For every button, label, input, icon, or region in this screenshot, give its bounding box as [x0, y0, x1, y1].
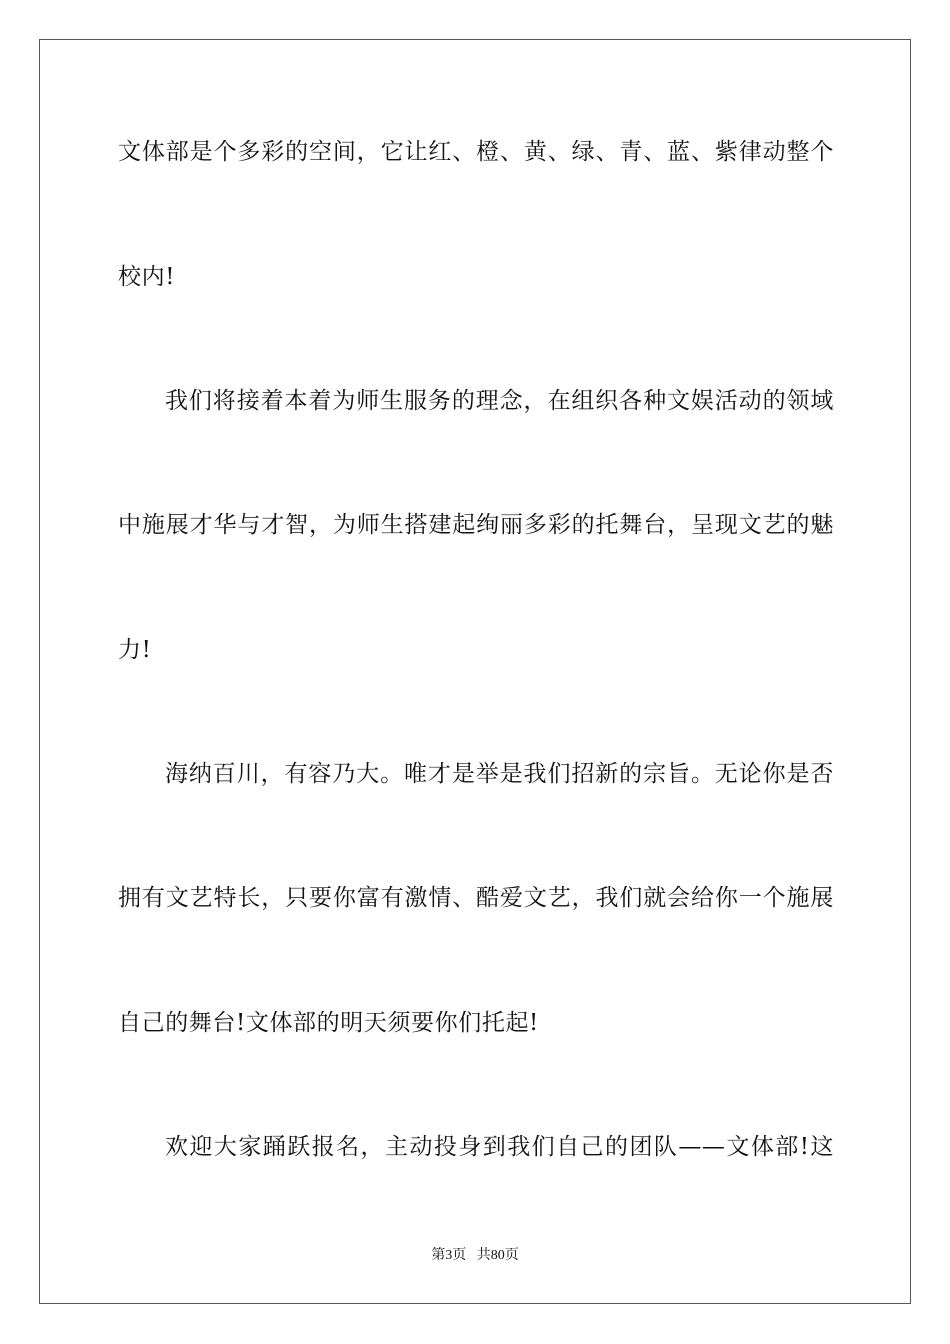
paragraph-line: 欢迎大家踊跃报名，主动投身到我们自己的团队——文体部!这: [165, 1134, 834, 1160]
page-border: [39, 39, 911, 1304]
page-number: 第3页: [431, 1248, 467, 1263]
paragraph-line: 文体部是个多彩的空间，它让红、橙、黄、绿、青、蓝、紫律动整个: [118, 139, 834, 165]
paragraph-line: 我们将接着本着为师生服务的理念，在组织各种文娱活动的领域: [165, 388, 834, 414]
paragraph-line: 海纳百川，有容乃大。唯才是举是我们招新的宗旨。无论你是否: [165, 761, 834, 787]
paragraph-line: 中施展才华与才智，为师生搭建起绚丽多彩的托舞台，呈现文艺的魅: [118, 512, 834, 538]
paragraph-line: 拥有文艺特长，只要你富有激情、酷爱文艺，我们就会给你一个施展: [118, 885, 834, 911]
total-pages: 共80页: [476, 1248, 519, 1263]
paragraph-line: 校内!: [118, 264, 176, 290]
paragraph-line: 力!: [118, 637, 152, 663]
paragraph-line: 自己的舞台!文体部的明天须要你们托起!: [118, 1010, 539, 1036]
page-footer: [0, 1247, 950, 1265]
